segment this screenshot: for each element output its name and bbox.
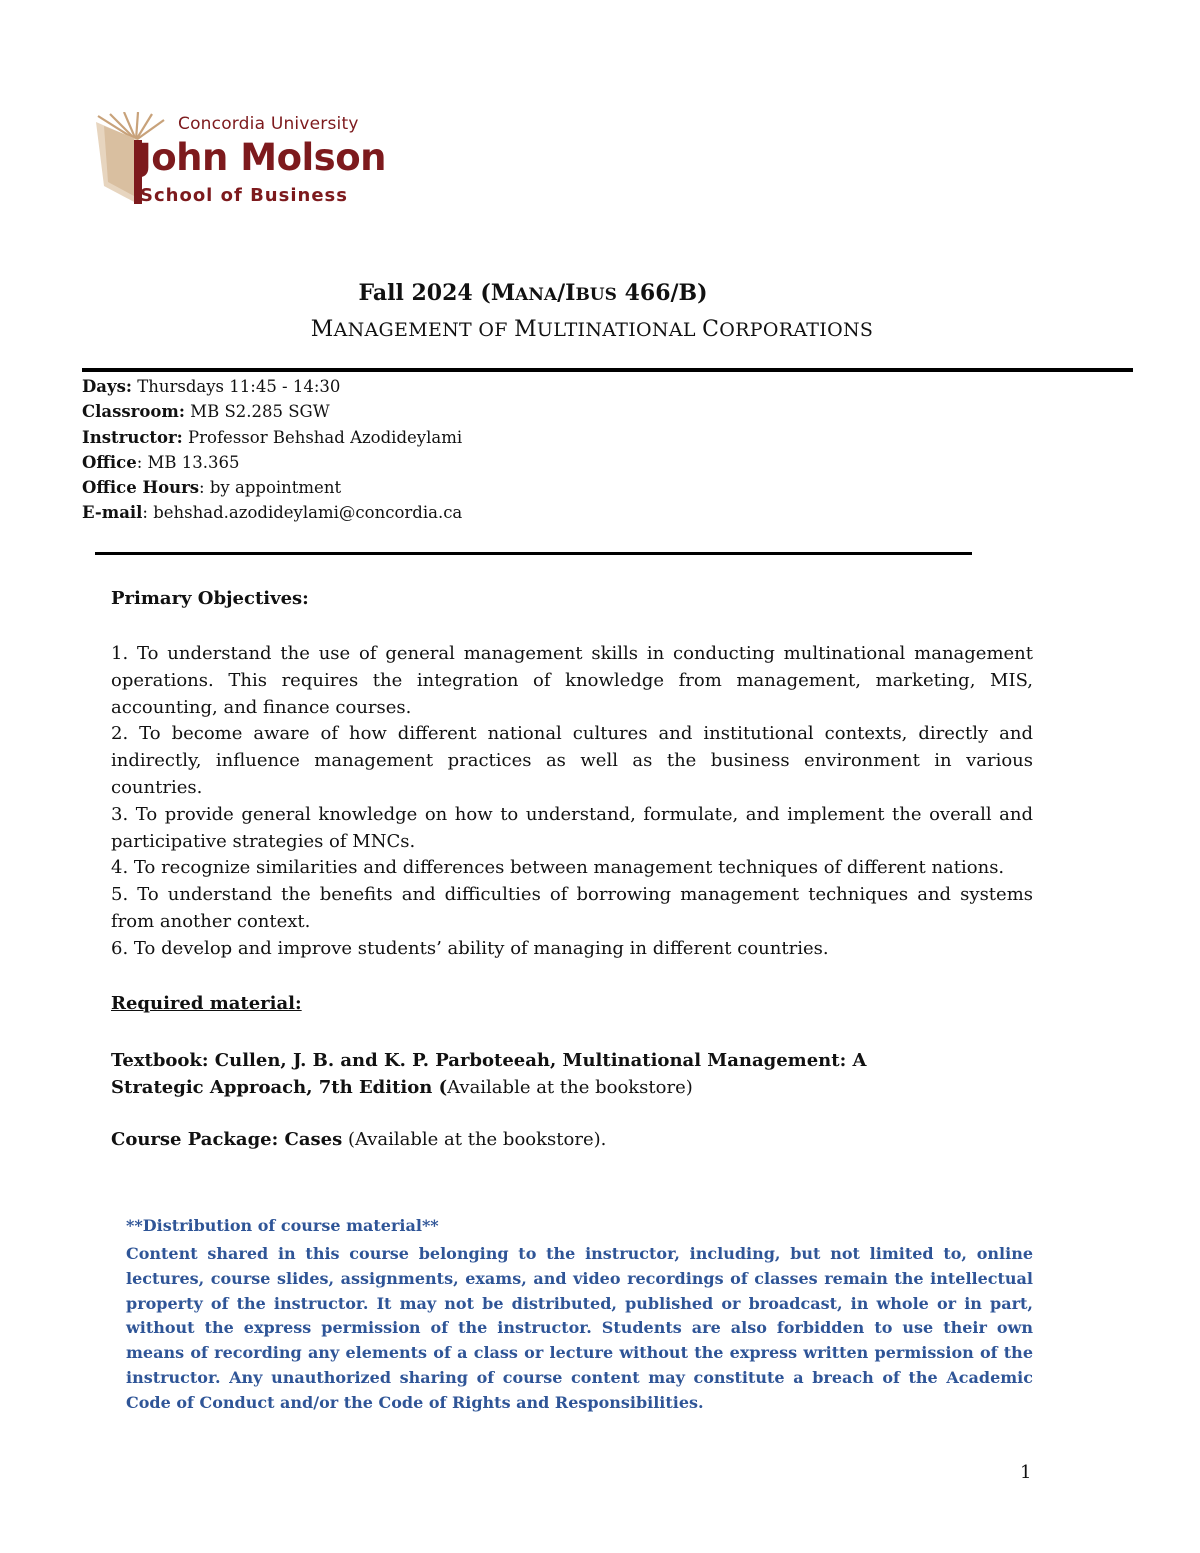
- days-row: Days: Thursdays 11:45 - 14:30: [82, 377, 341, 396]
- required-material-heading: Required material:: [111, 993, 302, 1014]
- course-name: MANAGEMENT OF MULTINATIONAL CORPORATIONS: [310, 317, 874, 342]
- email-row: E-mail: behshad.azodideylami@concordia.ca: [82, 503, 463, 523]
- objective-item: 2. To become aware of how different national cultures and institutional contexts, directly and indirectly, influence management practices as well as the business environment in various countries.: [111, 723, 1033, 798]
- logo-school-subtitle: School of Business: [140, 185, 348, 206]
- middle-divider: [95, 552, 972, 555]
- page-number: 1: [1020, 1462, 1032, 1483]
- distribution-notice: Content shared in this course belonging to the instructor, including, but not limited to, online lectures, course slides, assignments, exams, and video recordings of classes remain the intellectual property of the instructor. It may not be distributed, published or broadcast, in whole or in part, without the express permission of the instructor. Students are also forbidden to use their own means of recording any elements of a class or lecture without the express written permission of the instructor. Any unauthorized sharing of course content may constitute a breach of the Academic Code of Conduct and/or the Code of Rights and Responsibilities.: [126, 1244, 1033, 1412]
- course-info: [82, 374, 462, 526]
- university-logo: [94, 112, 384, 212]
- objective-item: 4. To recognize similarities and differences between management techniques of different nations.: [111, 857, 1005, 879]
- objective-item: 1. To understand the use of general management skills in conducting multinational management operations. This requires the integration of knowledge from management, marketing, MIS, accounting, and finance courses.: [111, 643, 1033, 718]
- objective-item: 3. To provide general knowledge on how to understand, formulate, and implement the overall and participative strategies of MNCs.: [111, 803, 1033, 852]
- logo-university-name: Concordia University: [178, 114, 359, 134]
- objectives-heading: Primary Objectives:: [111, 588, 309, 609]
- top-divider: [82, 368, 1133, 372]
- instructor-row: Instructor: Professor Behshad Azodideylami: [82, 427, 463, 447]
- objective-item: 6. To develop and improve students’ ability of managing in different countries.: [111, 937, 829, 959]
- course-package-entry: Course Package: Cases (Available at the bookstore).: [111, 1129, 607, 1150]
- objective-item: 5. To understand the benefits and difficulties of borrowing management techniques and systems from another context.: [111, 884, 1033, 932]
- course-code: (MANA/IBUS 466/B): [480, 280, 708, 306]
- office-row: Office: MB 13.365: [82, 452, 240, 472]
- distribution-heading: **Distribution of course material**: [126, 1216, 439, 1235]
- office-hours-row: Office Hours: by appointment: [82, 478, 342, 498]
- logo-school-name: John Molson: [138, 136, 386, 179]
- classroom-row: Classroom: MB S2.285 SGW: [82, 402, 330, 422]
- term: Fall 2024: [358, 280, 473, 306]
- objectives-list: [111, 641, 1033, 963]
- textbook-entry: Textbook: Cullen, J. B. and K. P. Parboteeah, Multinational Management: A Strategic Approach, 7th Edition (Available at the bookstore): [111, 1050, 867, 1098]
- course-title-line: [0, 280, 1066, 306]
